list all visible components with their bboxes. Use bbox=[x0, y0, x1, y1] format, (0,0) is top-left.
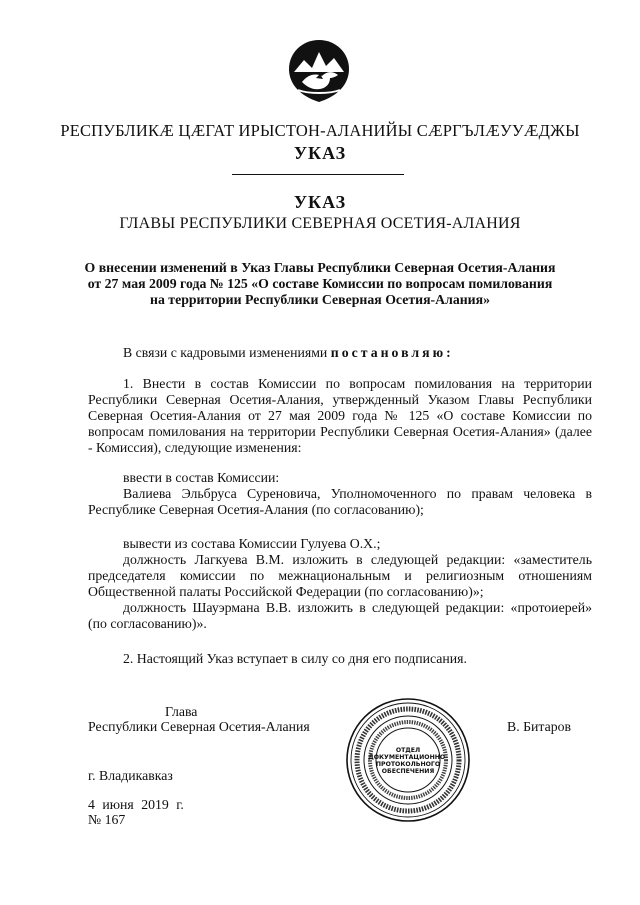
subject-line: О внесении изменений в Указ Главы Республики Северная Осетия-Алания bbox=[84, 260, 556, 275]
signatory-name: В. Битаров bbox=[507, 719, 572, 734]
subject-line: от 27 мая 2009 года № 125 «О составе Комиссии по вопросам помилования bbox=[87, 276, 553, 291]
decree-date: 4 июня 2019 г. bbox=[88, 797, 184, 812]
city: г. Владикавказ bbox=[88, 768, 173, 783]
preamble bbox=[123, 345, 454, 361]
item-1: 1. Внести в состав Комиссии по вопросам помилования на территории Республики Северная Осетия-Алания, утвержденный Указом Главы Республики Северная Осетия-Алания от 27 мая 2009 года № 125 «О составе Комиссии по вопросам помилования на территории Республики Северная Осетия-Алания» (далее - Комиссия), следующие изменения: bbox=[88, 376, 592, 455]
seal-line: ОБЕСПЕЧЕНИЯ bbox=[381, 768, 435, 775]
signatory-position-line2: Республики Северная Осетия-Алания bbox=[88, 719, 310, 734]
official-seal-stamp bbox=[344, 696, 472, 824]
ukaz-osset-heading: УКАЗ bbox=[293, 143, 347, 163]
seal-line: ОТДЕЛ bbox=[395, 747, 421, 754]
preamble-emphasis: постановляю: bbox=[330, 345, 454, 360]
change-lagkuev: должность Лагкуева В.М. изложить в следующей редакции: «заместитель председателя комиссии по межнациональным и религиозным отношениям Общественной палаты Российской Федерации (по согласованию)»; bbox=[88, 552, 592, 599]
change-shauerman: должность Шауэрмана В.В. изложить в следующей редакции: «протоиерей» (по согласованию)». bbox=[88, 600, 592, 631]
include-person: Валиева Эльбруса Суреновича, Уполномоченного по правам человека в Республике Северная Осетия-Алания (по согласованию); bbox=[88, 486, 592, 517]
decree-number: № 167 bbox=[88, 812, 126, 827]
preamble-text: В связи с кадровыми изменениями bbox=[123, 345, 331, 360]
osset-republic-title: РЕСПУБЛИКÆ ЦÆГАТ ИРЫСТОН-АЛАНИЙЫ СÆРГЪЛÆУУÆДЖЫ bbox=[60, 121, 580, 140]
exclude-member: вывести из состава Комиссии Гулуева О.Х.; bbox=[123, 536, 381, 551]
decree-subject bbox=[0, 260, 640, 308]
ukaz-heading: УКАЗ bbox=[293, 192, 347, 212]
divider bbox=[232, 174, 404, 175]
signatory-position-line1: Глава bbox=[165, 704, 198, 719]
item-2: 2. Настоящий Указ вступает в силу со дня его подписания. bbox=[123, 651, 467, 666]
seal-line: ПРОТОКОЛЬНОГО bbox=[375, 761, 441, 768]
include-heading: ввести в состав Комиссии: bbox=[123, 470, 280, 485]
subject-line: на территории Республики Северная Осетия-Алания» bbox=[150, 292, 490, 307]
seal-line: ДОКУМЕНТАЦИОННО- bbox=[368, 754, 448, 761]
head-of-republic-title: ГЛАВЫ РЕСПУБЛИКИ СЕВЕРНАЯ ОСЕТИЯ-АЛАНИЯ bbox=[119, 215, 521, 232]
coat-of-arms-icon bbox=[286, 38, 352, 104]
